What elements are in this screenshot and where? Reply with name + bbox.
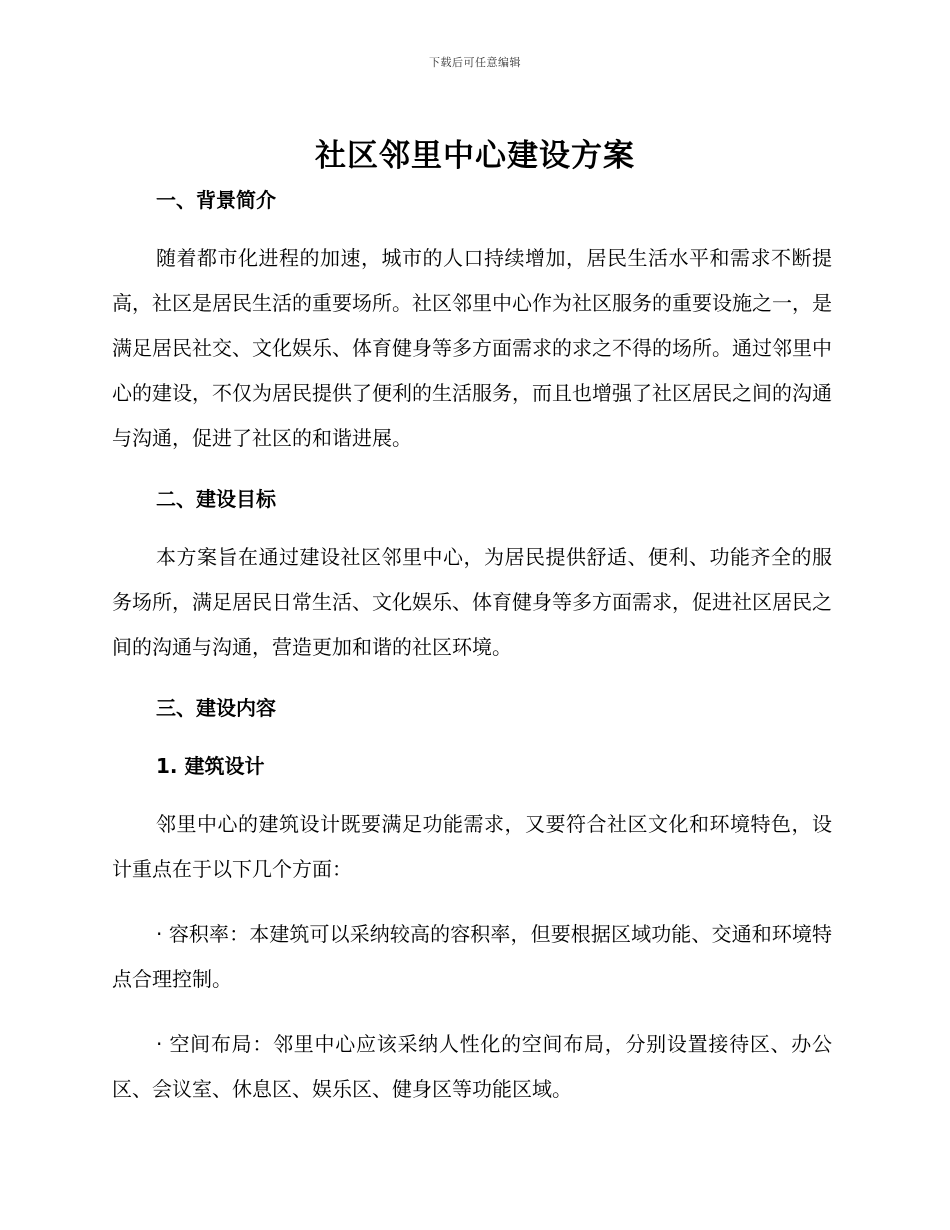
section-paragraph-goals: 本方案旨在通过建设社区邻里中心，为居民提供舒适、便利、功能齐全的服务场所，满足居民日常生活、文化娱乐、体育健身等多方面需求，促进社区居民之间的沟通与沟通，营造更加和谐的社区环境。: [112, 545, 832, 659]
subsection-paragraph-architecture: 邻里中心的建筑设计既要满足功能需求，又要符合社区文化和环境特色，设计重点在于以下几个方面：: [112, 812, 832, 881]
section-heading-goals: 二、建设目标: [156, 487, 276, 511]
document-title: 社区邻里中心建设方案: [315, 138, 635, 174]
header-note: 下载后可任意编辑: [429, 56, 521, 69]
section-heading-content: 三、建设内容: [156, 696, 276, 720]
bullet-item: · 容积率：本建筑可以采纳较高的容积率，但要根据区域功能、交通和环境特点合理控制。: [112, 922, 832, 991]
bullet-item: · 空间布局：邻里中心应该采纳人性化的空间布局，分别设置接待区、办公区、会议室、休息区、娱乐区、健身区等功能区域。: [112, 1032, 832, 1101]
section-paragraph-background: 随着都市化进程的加速，城市的人口持续增加，居民生活水平和需求不断提高，社区是居民生活的重要场所。社区邻里中心作为社区服务的重要设施之一，是满足居民社交、文化娱乐、体育健身等多方面需求的求之不得的场所。通过邻里中心的建设，不仅为居民提供了便利的生活服务，而且也增强了社区居民之间的沟通与沟通，促进了社区的和谐进展。: [112, 246, 832, 450]
subsection-heading-architecture: 1. 建筑设计: [156, 754, 265, 778]
section-heading-background: 一、背景简介: [156, 188, 276, 212]
document-body: [112, 184, 832, 1112]
